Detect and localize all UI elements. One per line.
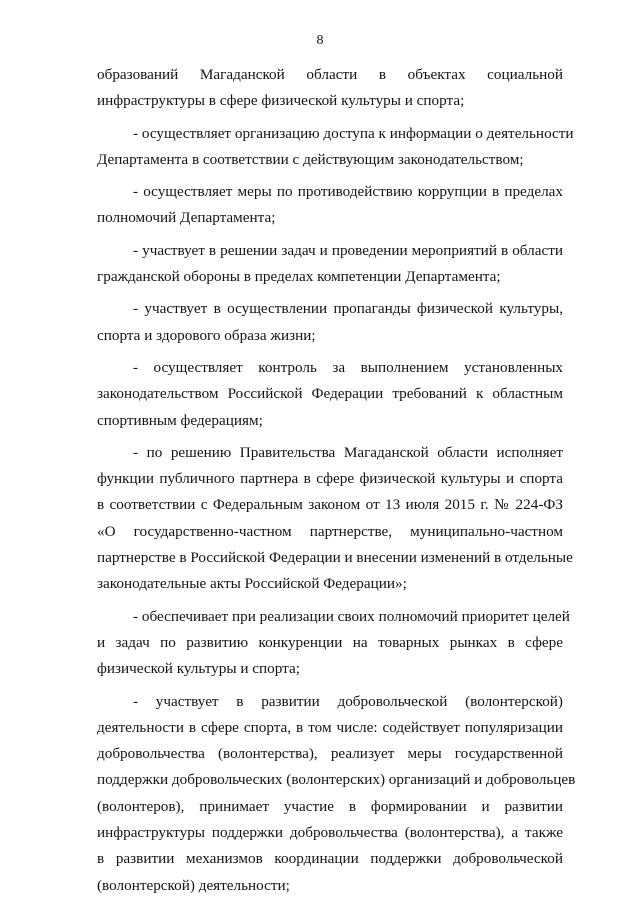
text-line: - по решению Правительства Магаданской области исполняет <box>133 443 563 461</box>
text-line: в соответствии с Федеральным законом от 13 июля 2015 г. № 224-ФЗ <box>97 496 563 514</box>
text-line: образований Магаданской области в объектах социальной <box>97 66 563 83</box>
text-line: полномочий Департамента; <box>97 209 276 227</box>
paragraph <box>97 689 576 899</box>
text-line: функции публичного партнера в сфере физической культуры и спорта <box>97 470 563 488</box>
text-line: (волонтерской) деятельности; <box>97 876 290 894</box>
text-line: Департамента в соответствии с действующим законодательством; <box>97 150 524 168</box>
paragraph <box>97 121 574 174</box>
text-line: законодательством Российской Федерации требований к областным <box>97 385 563 403</box>
text-line: (волонтеров), принимает участие в формировании и развитии <box>97 797 563 815</box>
paragraph <box>97 62 563 115</box>
text-line: и задач по развитию конкуренции на товарных рынках в сфере <box>97 633 563 651</box>
text-line: физической культуры и спорта; <box>97 660 300 678</box>
text-line: инфраструктуры в сфере физической культуры и спорта; <box>97 92 465 110</box>
text-line: деятельности в сфере спорта, в том числе: содействует популяризации <box>97 718 563 736</box>
text-line: - осуществляет меры по противодействию коррупции в пределах <box>133 183 563 201</box>
text-line: - осуществляет организацию доступа к информации о деятельности <box>133 124 574 142</box>
text-line: - участвует в осуществлении пропаганды физической культуры, <box>133 300 563 318</box>
text-line: добровольчества (волонтерства), реализует меры государственной <box>97 745 563 763</box>
text-line: в развитии механизмов координации поддержки добровольческой <box>97 850 563 868</box>
paragraph <box>97 440 573 598</box>
text-line: партнерстве в Российской Федерации и внесении изменений в отдельные <box>97 549 573 567</box>
document-body <box>97 62 576 905</box>
text-line: спортивным федерациям; <box>97 411 263 429</box>
text-line: - осуществляет контроль за выполнением установленных <box>133 358 563 376</box>
text-line: инфраструктуры поддержки добровольчества (волонтерства), а также <box>97 824 563 842</box>
text-line: «О государственно-частном партнерстве, муниципально-частном <box>97 522 563 540</box>
text-line: поддержки добровольческих (волонтерских) организаций и добровольцев <box>97 771 576 789</box>
text-line: гражданской обороны в пределах компетенции Департамента; <box>97 268 501 286</box>
paragraph <box>97 355 563 434</box>
paragraph <box>97 296 563 349</box>
page-number: 8 <box>316 33 324 48</box>
text-line: - участвует в развитии добровольческой (волонтерской) <box>133 692 563 710</box>
paragraph <box>97 604 570 683</box>
text-line: законодательные акты Российской Федерации»; <box>97 575 407 593</box>
paragraph <box>97 238 563 291</box>
text-line: спорта и здорового образа жизни; <box>97 326 316 344</box>
text-line: - участвует в решении задач и проведении мероприятий в области <box>133 241 563 259</box>
text-line: - обеспечивает при реализации своих полномочий приоритет целей <box>133 607 570 625</box>
paragraph <box>97 179 563 232</box>
